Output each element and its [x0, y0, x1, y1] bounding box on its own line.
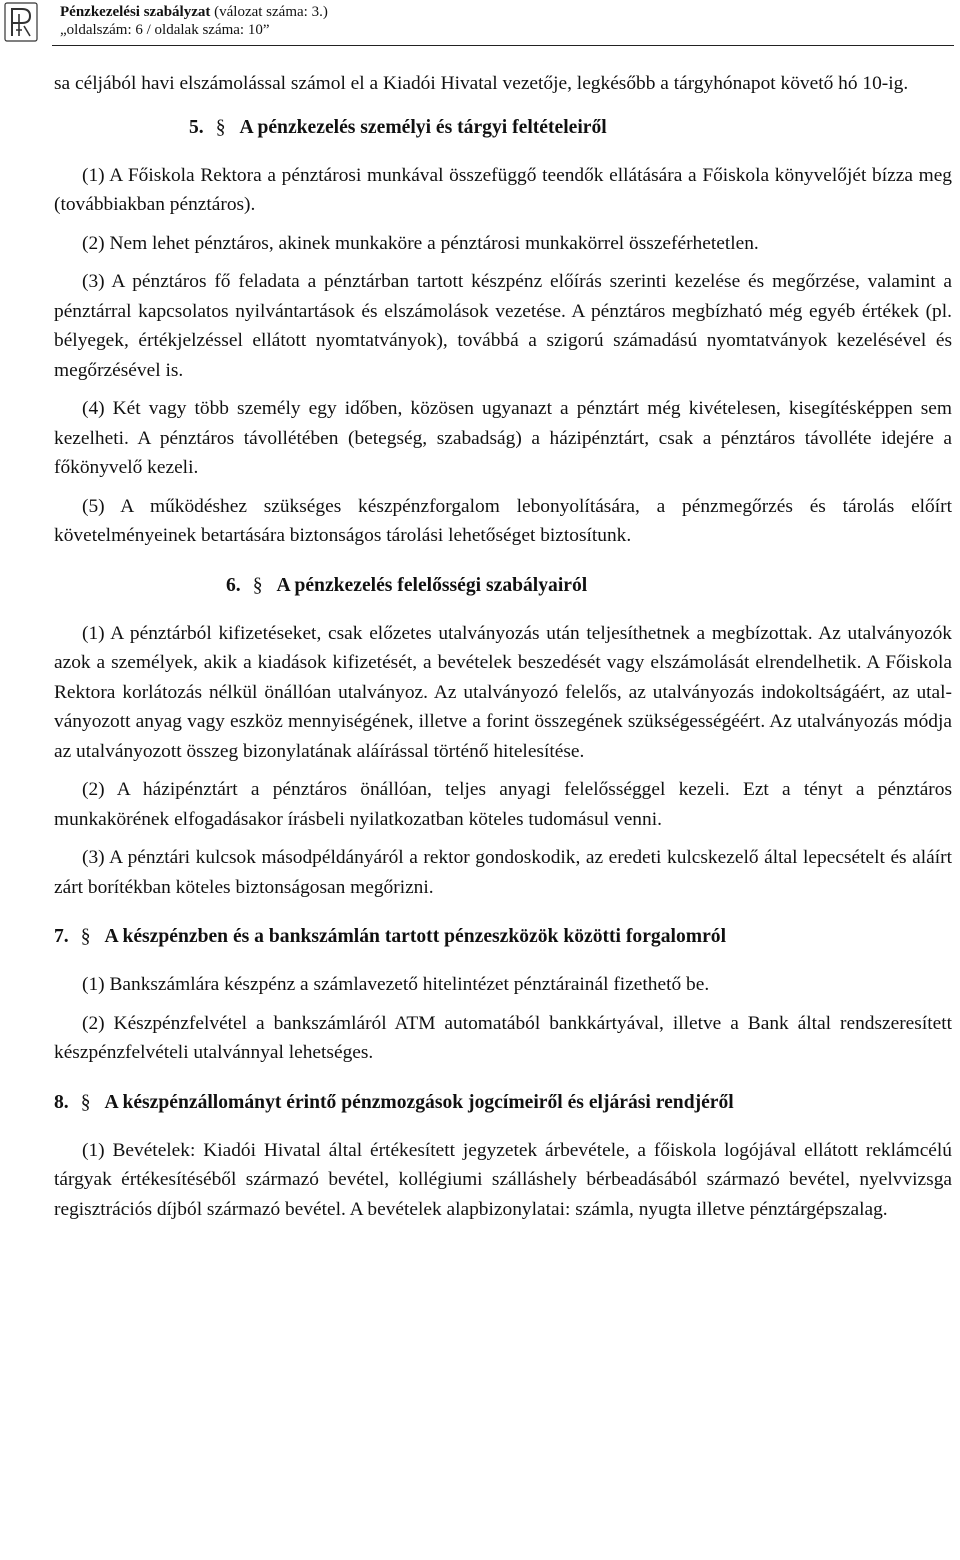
section-number: 5.	[189, 116, 204, 138]
header-title-version: (válozat száma: 3.)	[210, 4, 328, 20]
header-title-bold: Pénzkezelési szabályzat	[60, 4, 211, 20]
section-number: 8.	[54, 1091, 69, 1113]
paragraph: (1) Bankszámlára készpénz a számlavezető hitelintézet pénztárainál fizethető be.	[82, 974, 710, 995]
header-title	[60, 4, 328, 21]
section-number: 6.	[226, 574, 241, 596]
section-heading-7	[54, 922, 952, 952]
section-title: A pénzkezelés felelősségi szabályairól	[276, 574, 588, 596]
paragraph: (1) Bevételek: Kiadói Hivatal által értékesített jegyzetek árbevétele, a főiskola logójával ellátott reklámcélú tárgyak értékesítéséből származó bevétel, kollégiumi szálláshely bérbeadásából származó bevétel, nyelvvizsga regisztrációs díjból származó bevétel. A bevételek alapbizonylatai: számla, nyugta illetve pénztárgépszalag.	[54, 1139, 952, 1220]
paragraph: (2) Nem lehet pénztáros, akinek munkaköre a pénztárosi munkakörrel összeférhetetlen.	[82, 232, 759, 254]
paragraph: (2) A házipénztárt a pénztáros önállóan, teljes anyagi felelősséggel kezeli. Ezt a tényt a pénztáros munkakörének elfogadásakor írásbeli nyilatkozatban köteles tudomásul venni.	[54, 779, 952, 830]
header-divider	[52, 45, 954, 46]
institution-logo-icon	[4, 2, 38, 42]
paragraph: (4) Két vagy több személy egy időben, közösen ugyanazt a pénztárt még kivételesen, kisegítésképpen sem kezelheti. A pénztáros távollétében (betegség, szabadság) a házipénztárt, csak a pénztáros távolléte idejére a főkönyvelő kezeli.	[54, 398, 952, 478]
paragraph: (5) A működéshez szükséges készpénzforgalom lebonyolítására, a pénzmegőrzés és tárolás előírt követelményeinek betartására biztonságos tárolási lehetőséget biztosítunk.	[54, 495, 952, 546]
section-heading-8	[54, 1088, 952, 1118]
section-title: A készpénzben és a bankszámlán tartott pénzeszközök közötti forgalomról	[104, 926, 727, 947]
section-title: A pénzkezelés személyi és tárgyi feltételeiről	[239, 116, 607, 138]
paragraph: (1) A pénztárból kifizetéseket, csak előzetes utalványozás után teljesíthetnek a megbízottak. Az utalványozók azok a személyek, akik a kiadások kifizetését, a bevételek beszedését vagy elszámolását elrendelhetik. A Főiskola Rektora korlátozás nélkül önállóan utalványoz. Az utalványozó felelős, az utalványozás indokoltságáért, az utalványozott anyag vagy eszköz mennyiségének, illetve a forint összegének szükségességéért. Az utalványozás módja az utalványozott összeg bizonylatának aláírással történő hitelesítése.	[54, 622, 952, 762]
section-title: A készpénzállományt érintő pénzmozgások jogcímeiről és eljárási rendjéről	[104, 1091, 734, 1113]
header-page-info: „oldalszám: 6 / oldalak száma: 10”	[60, 22, 270, 38]
section-sign: §	[80, 1091, 91, 1113]
paragraph: (1) A Főiskola Rektora a pénztárosi munkával összefüggő teendők ellátására a Főiskola könyvelőjét bízza meg (továbbiakban pénztáros).	[54, 164, 952, 215]
paragraph: (2) Készpénzfelvétel a bankszámláról ATM automatából bankkártyával, illetve a Bank által rendszeresített készpénzfelvételi utalvánnyal lehetséges.	[54, 1012, 952, 1063]
section-sign: §	[80, 926, 91, 947]
section-heading-5	[54, 113, 952, 143]
section-heading-6	[54, 571, 952, 601]
paragraph-continued: sa céljából havi elszámolással számol el a Kiadói Hivatal vezetője, legkésőbb a tárgyhónapot követő hó 10-ig.	[54, 73, 909, 94]
page-header	[0, 0, 960, 50]
section-number: 7.	[54, 926, 69, 947]
paragraph: (3) A pénztáros fő feladata a pénztárban tartott készpénz előírás szerinti kezelése és megőrzése, valamint a pénztárral kapcsolatos nyilvántartások és elszámolások vezetése. A pénztáros megbízható még egyéb értékek (pl. bélyegek, értékjelzéssel ellátott nyomtatványok), továbbá a szigorú számadású nyomtatványok kezelésével és megőrzésével is.	[54, 271, 952, 381]
section-sign: §	[215, 116, 226, 138]
document-body	[54, 69, 952, 1233]
section-sign: §	[252, 574, 263, 596]
paragraph: (3) A pénztári kulcsok másodpéldányáról a rektor gondoskodik, az eredeti kulcskezelő által lepecsételt és aláírt zárt borítékban köteles biztonságosan megőrizni.	[54, 847, 952, 898]
